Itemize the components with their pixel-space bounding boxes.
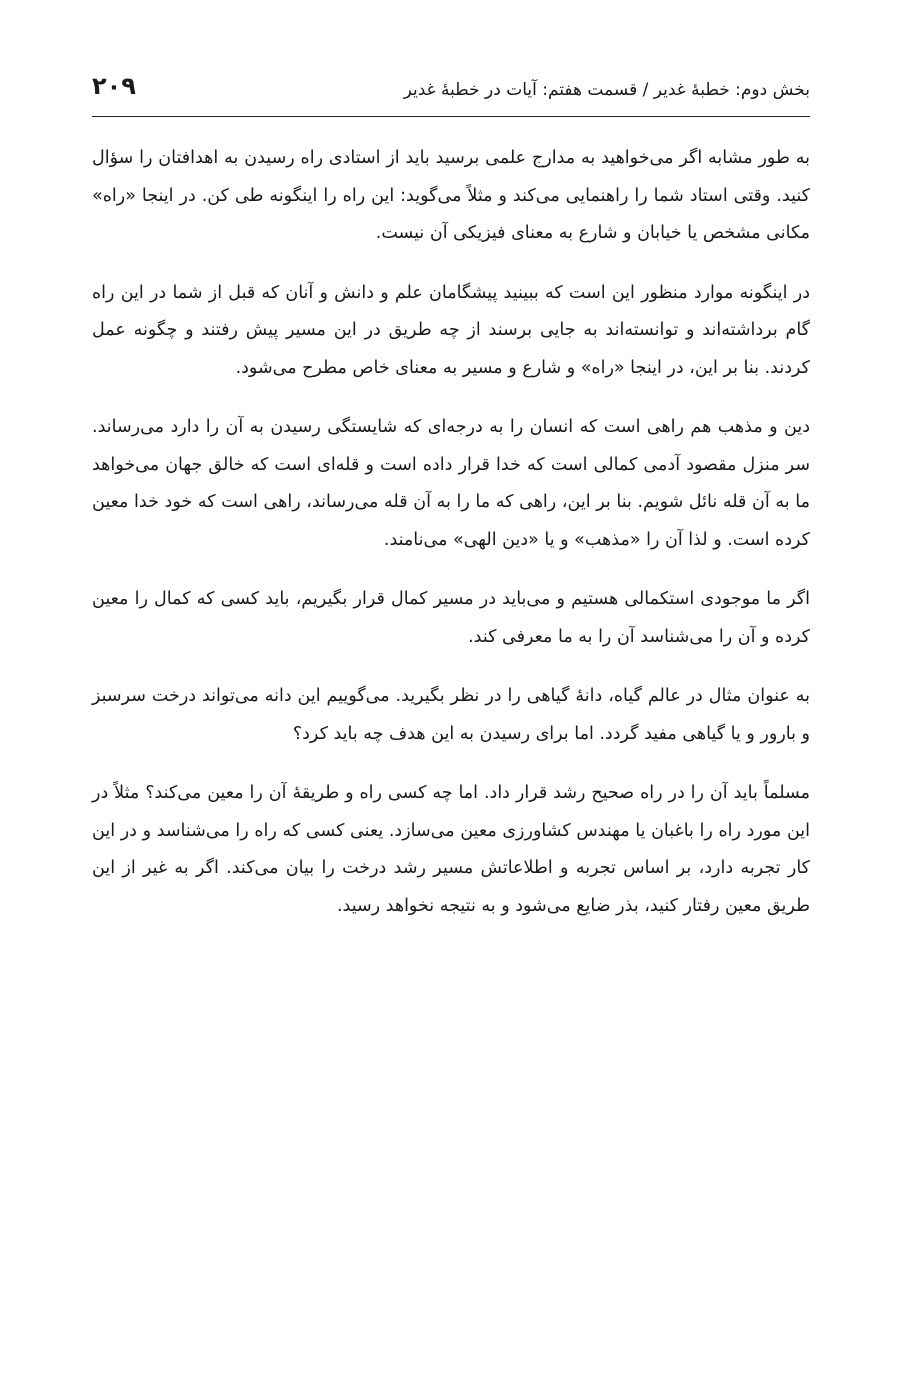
running-header bbox=[92, 66, 810, 117]
page-number: ۲۰۹ bbox=[92, 72, 136, 100]
paragraph-5: به عنوان مثال در عالم گیاه، دانهٔ گیاهی را در نظر بگیرید. می‌گوییم این دانه می‌تواند درخت سرسبز و بارور و یا گیاهی مفید گردد. اما برای رسیدن به این هدف چه باید کرد؟ bbox=[92, 686, 810, 744]
book-page bbox=[92, 0, 810, 1390]
chapter-title: بخش دوم: خطبهٔ غدیر / قسمت هفتم: آیات در خطبهٔ غدیر bbox=[403, 80, 810, 100]
paragraph-1: به طور مشابه اگر می‌خواهید به مدارج علمی برسید باید از استادی راه رسیدن به اهدافتان را سؤال کنید. وقتی استاد شما را راهنمایی می‌کند و مثلاً می‌گوید: این راه را اینگونه طی کن. در اینجا «راه» مکانی مشخص یا خیابان و شارع به معنای فیزیکی آن نیست. bbox=[92, 148, 810, 243]
body-text bbox=[92, 140, 810, 947]
paragraph-3: دین و مذهب هم راهی است که انسان را به درجه‌ای که شایستگی رسیدن به آن را دارد می‌رساند. سر منزل مقصود آدمی کمالی است که خدا قرار داده است و قله‌ای است که خالق جهان می‌خواهد ما به آن قله نائل شویم. بنا بر این، راهی که ما را به آن قله می‌رساند، راهی است که خود خدا معین کرده است. و لذا آن را «مذهب» و یا «دین الهی» می‌نامند. bbox=[92, 417, 810, 550]
paragraph-4: اگر ما موجودی استکمالی هستیم و می‌باید در مسیر کمال قرار بگیریم، باید کسی که کمال را معین کرده و آن را می‌شناسد آن را به ما معرفی کند. bbox=[92, 589, 810, 647]
paragraph-6: مسلماً باید آن را در راه صحیح رشد قرار داد. اما چه کسی راه و طریقهٔ آن را معین می‌کند؟ مثلاً در این مورد راه را باغبان یا مهندس کشاورزی معین می‌سازد. یعنی کسی که راه را می‌شناسد و در این کار تجربه دارد، بر اساس تجربه و اطلاعاتش مسیر رشد درخت را بیان می‌کند. اگر به غیر از این طریق معین رفتار کنید، بذر ضایع می‌شود و به نتیجه نخواهد رسید. bbox=[92, 783, 810, 916]
paragraph-2: در اینگونه موارد منظور این است که ببینید پیشگامان علم و دانش و آنان که قبل از شما در این راه گام برداشته‌اند و توانسته‌اند به جایی برسند از چه طریق در این مسیر پیش رفتند و چگونه عمل کردند. بنا بر این، در اینجا «راه» و شارع و مسیر به معنای خاص مطرح می‌شود. bbox=[92, 282, 810, 378]
